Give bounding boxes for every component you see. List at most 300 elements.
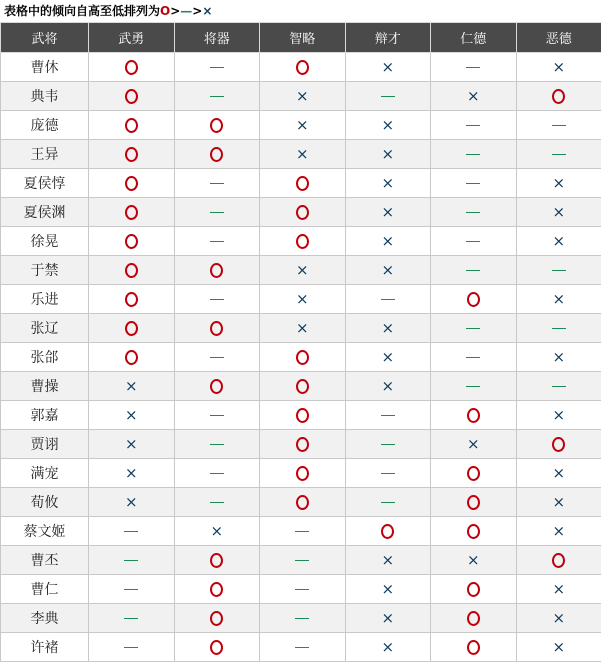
general-name-cell: 满宠: [1, 459, 89, 488]
cross-mark-icon: ×: [381, 60, 394, 75]
circle-mark-icon: [125, 263, 138, 278]
dash-mark-icon: [466, 386, 480, 387]
circle-mark-icon: [552, 553, 565, 568]
general-name-cell: 庞德: [1, 111, 89, 140]
dash-mark-icon: [552, 270, 566, 271]
rating-cell-virtue: [431, 604, 517, 633]
rating-cell-leadership: [174, 82, 260, 111]
rating-cell-virtue: [431, 169, 517, 198]
general-name-cell: 李典: [1, 604, 89, 633]
rating-cell-strategy: [260, 459, 346, 488]
rating-cell-eloquence: [345, 546, 431, 575]
general-name-cell: 乐进: [1, 285, 89, 314]
general-name-cell: 蔡文姬: [1, 517, 89, 546]
rating-cell-leadership: [174, 633, 260, 662]
cross-mark-icon: ×: [552, 60, 565, 75]
dash-mark-icon: [552, 386, 566, 387]
rating-cell-leadership: [174, 401, 260, 430]
rating-cell-eloquence: [345, 401, 431, 430]
circle-mark-icon: [125, 118, 138, 133]
rating-cell-valor: [89, 111, 175, 140]
rating-cell-leadership: [174, 575, 260, 604]
header-strategy: 智略: [260, 23, 346, 53]
cross-mark-icon: ×: [381, 205, 394, 220]
rating-cell-valor: [89, 169, 175, 198]
dash-mark-icon: [466, 212, 480, 213]
rating-cell-eloquence: [345, 256, 431, 285]
table-row: [1, 575, 601, 604]
rating-cell-valor: [89, 82, 175, 111]
circle-mark-icon: [467, 524, 480, 539]
cross-mark-icon: ×: [296, 263, 309, 278]
cross-mark-icon: ×: [381, 176, 394, 191]
cross-mark-icon: ×: [125, 466, 138, 481]
rating-cell-valor: [89, 256, 175, 285]
dash-mark-icon: [466, 270, 480, 271]
header-leadership: 将器: [174, 23, 260, 53]
circle-mark-icon: [296, 408, 309, 423]
rating-cell-eloquence: [345, 604, 431, 633]
rating-cell-vice: [516, 459, 601, 488]
cross-mark-icon: ×: [210, 524, 223, 539]
table-row: [1, 53, 601, 82]
cross-mark-icon: ×: [381, 118, 394, 133]
table-row: [1, 430, 601, 459]
rating-cell-leadership: [174, 285, 260, 314]
dash-mark-icon: [466, 154, 480, 155]
rating-cell-valor: [89, 459, 175, 488]
rating-cell-valor: [89, 517, 175, 546]
rating-cell-eloquence: [345, 633, 431, 662]
rating-cell-vice: [516, 140, 601, 169]
rating-cell-leadership: [174, 372, 260, 401]
rating-cell-virtue: [431, 401, 517, 430]
dash-mark-icon: [381, 299, 395, 300]
circle-mark-icon: [210, 640, 223, 655]
circle-mark-icon: [125, 205, 138, 220]
rating-cell-vice: [516, 285, 601, 314]
cross-mark-icon: ×: [552, 176, 565, 191]
dash-mark-icon: [210, 299, 224, 300]
general-name-cell: 曹操: [1, 372, 89, 401]
dash-mark-icon: [381, 415, 395, 416]
rating-cell-strategy: [260, 401, 346, 430]
rating-cell-valor: [89, 285, 175, 314]
rating-cell-eloquence: [345, 575, 431, 604]
rating-cell-vice: [516, 633, 601, 662]
cross-mark-icon: ×: [467, 89, 480, 104]
general-name-cell: 张辽: [1, 314, 89, 343]
table-row: [1, 169, 601, 198]
cross-mark-icon: ×: [381, 611, 394, 626]
circle-mark-icon: [210, 582, 223, 597]
rating-cell-virtue: [431, 314, 517, 343]
rating-cell-vice: [516, 604, 601, 633]
table-row: [1, 198, 601, 227]
table-row: [1, 401, 601, 430]
dash-mark-icon: [295, 618, 309, 619]
cross-mark-icon: ×: [381, 350, 394, 365]
rating-cell-valor: [89, 401, 175, 430]
circle-mark-icon: [210, 553, 223, 568]
rating-cell-eloquence: [345, 140, 431, 169]
rating-cell-leadership: [174, 140, 260, 169]
dash-mark-icon: [124, 560, 138, 561]
cross-mark-icon: ×: [296, 292, 309, 307]
rating-cell-strategy: [260, 633, 346, 662]
circle-mark-icon: [467, 408, 480, 423]
cross-mark-icon: ×: [381, 553, 394, 568]
cross-mark-icon: ×: [552, 350, 565, 365]
rating-cell-strategy: [260, 343, 346, 372]
rating-cell-eloquence: [345, 198, 431, 227]
rating-cell-eloquence: [345, 314, 431, 343]
rating-cell-strategy: [260, 256, 346, 285]
rating-cell-strategy: [260, 575, 346, 604]
table-row: [1, 546, 601, 575]
rating-cell-vice: [516, 82, 601, 111]
rating-cell-eloquence: [345, 82, 431, 111]
circle-mark-icon: [467, 466, 480, 481]
circle-mark-icon: [210, 118, 223, 133]
circle-mark-icon: [125, 321, 138, 336]
rating-cell-leadership: [174, 314, 260, 343]
rating-cell-vice: [516, 430, 601, 459]
header-general: 武将: [1, 23, 89, 53]
rating-cell-virtue: [431, 343, 517, 372]
dash-mark-icon: [552, 125, 566, 126]
rating-cell-vice: [516, 517, 601, 546]
rating-cell-eloquence: [345, 459, 431, 488]
rating-cell-vice: [516, 343, 601, 372]
circle-mark-icon: [467, 582, 480, 597]
rating-cell-eloquence: [345, 430, 431, 459]
cross-mark-icon: ×: [125, 437, 138, 452]
rating-cell-virtue: [431, 372, 517, 401]
rating-cell-leadership: [174, 53, 260, 82]
rating-cell-leadership: [174, 604, 260, 633]
circle-mark-icon: [210, 263, 223, 278]
legend-symbol-high: O: [160, 4, 170, 18]
table-row: [1, 314, 601, 343]
circle-mark-icon: [467, 292, 480, 307]
rating-cell-virtue: [431, 111, 517, 140]
rating-cell-virtue: [431, 198, 517, 227]
rating-cell-leadership: [174, 198, 260, 227]
dash-mark-icon: [210, 415, 224, 416]
dash-mark-icon: [295, 531, 309, 532]
header-virtue: 仁德: [431, 23, 517, 53]
circle-mark-icon: [210, 147, 223, 162]
table-body: [1, 53, 601, 662]
general-name-cell: 夏侯渊: [1, 198, 89, 227]
circle-mark-icon: [552, 89, 565, 104]
cross-mark-icon: ×: [125, 495, 138, 510]
rating-cell-strategy: [260, 227, 346, 256]
general-name-cell: 王异: [1, 140, 89, 169]
general-name-cell: 典韦: [1, 82, 89, 111]
rating-cell-eloquence: [345, 372, 431, 401]
circle-mark-icon: [467, 611, 480, 626]
rating-cell-valor: [89, 140, 175, 169]
cross-mark-icon: ×: [125, 408, 138, 423]
rating-cell-eloquence: [345, 227, 431, 256]
cross-mark-icon: ×: [381, 640, 394, 655]
rating-cell-valor: [89, 604, 175, 633]
cross-mark-icon: ×: [552, 495, 565, 510]
rating-cell-vice: [516, 575, 601, 604]
rating-cell-valor: [89, 575, 175, 604]
table-row: [1, 633, 601, 662]
general-name-cell: 曹休: [1, 53, 89, 82]
rating-cell-valor: [89, 314, 175, 343]
cross-mark-icon: ×: [552, 234, 565, 249]
rating-cell-leadership: [174, 227, 260, 256]
caption-text: 表格中的倾向自高至低排列为: [4, 4, 160, 18]
rating-cell-strategy: [260, 604, 346, 633]
general-name-cell: 曹仁: [1, 575, 89, 604]
general-name-cell: 郭嘉: [1, 401, 89, 430]
dash-mark-icon: [210, 241, 224, 242]
dash-mark-icon: [124, 647, 138, 648]
rating-cell-valor: [89, 633, 175, 662]
rating-cell-strategy: [260, 82, 346, 111]
rating-cell-eloquence: [345, 285, 431, 314]
table-row: [1, 111, 601, 140]
circle-mark-icon: [552, 437, 565, 452]
rating-cell-virtue: [431, 82, 517, 111]
dash-mark-icon: [210, 212, 224, 213]
table-row: [1, 372, 601, 401]
cross-mark-icon: ×: [552, 466, 565, 481]
table-row: [1, 604, 601, 633]
dash-mark-icon: [124, 589, 138, 590]
table-row: [1, 227, 601, 256]
cross-mark-icon: ×: [552, 640, 565, 655]
rating-cell-strategy: [260, 372, 346, 401]
table-row: [1, 488, 601, 517]
table-row: [1, 459, 601, 488]
circle-mark-icon: [296, 379, 309, 394]
cross-mark-icon: ×: [296, 89, 309, 104]
header-eloquence: 辩才: [345, 23, 431, 53]
general-name-cell: 许褚: [1, 633, 89, 662]
rating-cell-strategy: [260, 314, 346, 343]
rating-cell-virtue: [431, 633, 517, 662]
dash-mark-icon: [210, 473, 224, 474]
circle-mark-icon: [296, 466, 309, 481]
rating-cell-virtue: [431, 488, 517, 517]
rating-cell-strategy: [260, 169, 346, 198]
dash-mark-icon: [295, 647, 309, 648]
rating-cell-valor: [89, 372, 175, 401]
circle-mark-icon: [210, 379, 223, 394]
dash-mark-icon: [466, 357, 480, 358]
circle-mark-icon: [296, 495, 309, 510]
cross-mark-icon: ×: [552, 611, 565, 626]
dash-mark-icon: [381, 444, 395, 445]
circle-mark-icon: [210, 321, 223, 336]
general-name-cell: 张郃: [1, 343, 89, 372]
rating-cell-eloquence: [345, 517, 431, 546]
rating-cell-strategy: [260, 488, 346, 517]
circle-mark-icon: [296, 437, 309, 452]
circle-mark-icon: [125, 350, 138, 365]
general-name-cell: 于禁: [1, 256, 89, 285]
rating-cell-leadership: [174, 111, 260, 140]
dash-mark-icon: [295, 560, 309, 561]
circle-mark-icon: [296, 350, 309, 365]
general-name-cell: 徐晃: [1, 227, 89, 256]
rating-cell-strategy: [260, 285, 346, 314]
general-name-cell: 夏侯惇: [1, 169, 89, 198]
cross-mark-icon: ×: [381, 582, 394, 597]
legend-symbol-mid: —: [180, 4, 192, 18]
rating-cell-vice: [516, 256, 601, 285]
dash-mark-icon: [381, 473, 395, 474]
rating-cell-leadership: [174, 343, 260, 372]
dash-mark-icon: [381, 96, 395, 97]
circle-mark-icon: [467, 640, 480, 655]
dash-mark-icon: [295, 589, 309, 590]
rating-cell-vice: [516, 169, 601, 198]
rating-cell-vice: [516, 401, 601, 430]
circle-mark-icon: [467, 495, 480, 510]
table-row: [1, 285, 601, 314]
rating-cell-valor: [89, 227, 175, 256]
dash-mark-icon: [210, 444, 224, 445]
cross-mark-icon: ×: [552, 205, 565, 220]
circle-mark-icon: [381, 524, 394, 539]
rating-cell-virtue: [431, 140, 517, 169]
circle-mark-icon: [296, 234, 309, 249]
cross-mark-icon: ×: [296, 321, 309, 336]
rating-cell-leadership: [174, 517, 260, 546]
dash-mark-icon: [210, 67, 224, 68]
legend-greater-than-1: >: [170, 4, 180, 18]
cross-mark-icon: ×: [381, 234, 394, 249]
table-row: [1, 343, 601, 372]
rating-cell-valor: [89, 198, 175, 227]
header-vice: 恶德: [516, 23, 601, 53]
cross-mark-icon: ×: [467, 437, 480, 452]
dash-mark-icon: [552, 154, 566, 155]
circle-mark-icon: [125, 176, 138, 191]
circle-mark-icon: [125, 234, 138, 249]
rating-cell-leadership: [174, 488, 260, 517]
rating-cell-valor: [89, 343, 175, 372]
rating-cell-vice: [516, 488, 601, 517]
rating-cell-vice: [516, 227, 601, 256]
rating-cell-eloquence: [345, 343, 431, 372]
rating-cell-virtue: [431, 517, 517, 546]
cross-mark-icon: ×: [467, 553, 480, 568]
rating-cell-strategy: [260, 111, 346, 140]
cross-mark-icon: ×: [552, 582, 565, 597]
rating-cell-strategy: [260, 140, 346, 169]
header-valor: 武勇: [89, 23, 175, 53]
rating-cell-vice: [516, 546, 601, 575]
rating-cell-valor: [89, 488, 175, 517]
dash-mark-icon: [381, 502, 395, 503]
rating-cell-valor: [89, 53, 175, 82]
cross-mark-icon: ×: [381, 321, 394, 336]
rating-cell-virtue: [431, 53, 517, 82]
circle-mark-icon: [125, 292, 138, 307]
circle-mark-icon: [296, 176, 309, 191]
dash-mark-icon: [210, 96, 224, 97]
table-row: [1, 256, 601, 285]
dash-mark-icon: [466, 67, 480, 68]
cross-mark-icon: ×: [296, 118, 309, 133]
rating-cell-strategy: [260, 517, 346, 546]
rating-cell-leadership: [174, 430, 260, 459]
circle-mark-icon: [296, 205, 309, 220]
rating-cell-vice: [516, 111, 601, 140]
dash-mark-icon: [210, 183, 224, 184]
rating-cell-strategy: [260, 53, 346, 82]
rating-cell-eloquence: [345, 53, 431, 82]
circle-mark-icon: [296, 60, 309, 75]
dash-mark-icon: [210, 357, 224, 358]
dash-mark-icon: [124, 531, 138, 532]
rating-cell-eloquence: [345, 111, 431, 140]
cross-mark-icon: ×: [381, 379, 394, 394]
cross-mark-icon: ×: [552, 524, 565, 539]
rating-cell-vice: [516, 372, 601, 401]
circle-mark-icon: [210, 611, 223, 626]
cross-mark-icon: ×: [125, 379, 138, 394]
rating-cell-leadership: [174, 459, 260, 488]
header-row: [1, 23, 601, 53]
legend-greater-than-2: >: [192, 4, 202, 18]
table-row: [1, 82, 601, 111]
cross-mark-icon: ×: [552, 408, 565, 423]
table-row: [1, 517, 601, 546]
rating-cell-leadership: [174, 256, 260, 285]
rating-cell-eloquence: [345, 169, 431, 198]
rating-cell-valor: [89, 546, 175, 575]
rating-cell-vice: [516, 53, 601, 82]
dash-mark-icon: [466, 183, 480, 184]
rating-cell-strategy: [260, 430, 346, 459]
rating-cell-eloquence: [345, 488, 431, 517]
rating-cell-virtue: [431, 227, 517, 256]
cross-mark-icon: ×: [381, 147, 394, 162]
cross-mark-icon: ×: [381, 263, 394, 278]
table-caption: [0, 0, 601, 22]
dash-mark-icon: [210, 502, 224, 503]
table-row: [1, 140, 601, 169]
tendency-table: [0, 22, 601, 662]
dash-mark-icon: [124, 618, 138, 619]
legend-symbol-low: ×: [202, 4, 212, 18]
circle-mark-icon: [125, 147, 138, 162]
dash-mark-icon: [466, 125, 480, 126]
rating-cell-leadership: [174, 169, 260, 198]
dash-mark-icon: [552, 328, 566, 329]
dash-mark-icon: [466, 241, 480, 242]
rating-cell-virtue: [431, 256, 517, 285]
rating-cell-virtue: [431, 285, 517, 314]
rating-cell-strategy: [260, 546, 346, 575]
dash-mark-icon: [466, 328, 480, 329]
rating-cell-virtue: [431, 575, 517, 604]
rating-cell-valor: [89, 430, 175, 459]
general-name-cell: 荀攸: [1, 488, 89, 517]
circle-mark-icon: [125, 89, 138, 104]
rating-cell-leadership: [174, 546, 260, 575]
